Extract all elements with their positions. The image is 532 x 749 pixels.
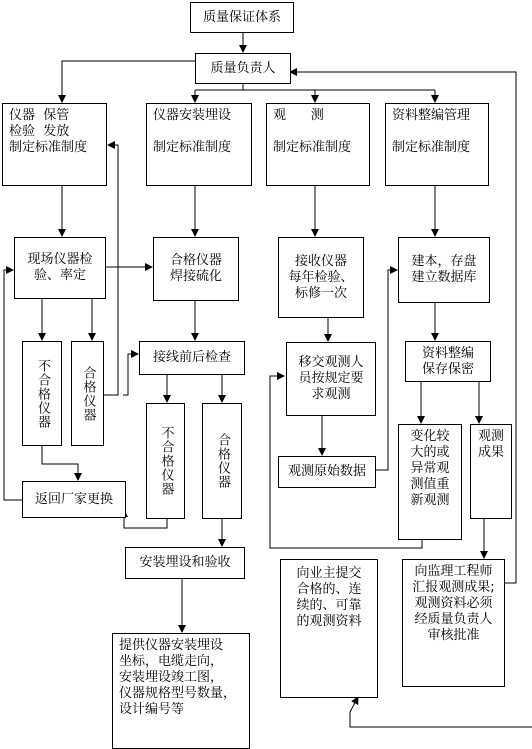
node-handover-staff: 移交观测人 员按规定要 求观测	[286, 342, 376, 416]
node-qualified-2: 合格仪器	[202, 403, 242, 519]
node-archive: 资料整编 保存保密	[405, 341, 491, 382]
node-observation-results: 观测成果	[470, 424, 512, 519]
arrow-feedback-manager	[350, 697, 532, 727]
node-provide-coords: 提供仪器安装埋设 坐标，电缆走向， 安装埋设竣工图， 仪器规格型号数量， 设计编号等	[112, 633, 250, 749]
node-return-factory: 返回厂家更换	[22, 481, 126, 518]
node-report-supervisor: 向监理工程师 汇报观测成果; 观测资料必须 经质量负责人 审核批准	[402, 559, 505, 687]
node-col4-header: 资料整编管理 制定标准制度	[385, 103, 489, 186]
node-unqualified-1: 不合格仪器	[22, 341, 62, 446]
arrow-return-calib	[4, 270, 22, 500]
arrow-raw-db	[376, 270, 397, 470]
node-raw-data: 观测原始数据	[278, 456, 376, 488]
node-quality-system: 质量保证体系	[190, 2, 294, 33]
node-submit-owner: 向业主提交 合格的、连 续的、可靠 的观测资料	[280, 559, 378, 698]
node-build-database: 建本，存盘 建立数据库	[398, 237, 490, 303]
node-large-change-reobserve: 变化较大的或异常观测值重新观测	[398, 424, 462, 540]
arrow-unq1-return	[42, 446, 78, 480]
node-col3-header: 观 测 制定标准制度	[266, 103, 370, 186]
node-wiring-check: 接线前后检查	[139, 341, 245, 375]
node-qualified-1: 合格仪器	[71, 341, 104, 446]
arrow-manager-col1	[62, 61, 198, 102]
node-receive-instruments: 接收仪器 每年检验、 标修一次	[278, 237, 364, 318]
node-field-calibration: 现场仪器检 验、率定	[14, 237, 106, 299]
node-quality-manager: 质量负责人	[195, 53, 291, 84]
node-install-accept: 安装埋设和验收	[125, 547, 245, 579]
arrow-q1-check	[123, 354, 138, 395]
node-col1-header: 仪器 保管 检验 发放 制定标准制度	[2, 103, 107, 186]
node-qualified-weld: 合格仪器 焊接硫化	[153, 237, 239, 301]
node-unqualified-2: 不合格仪器	[146, 403, 185, 519]
node-col2-header: 仪器安装埋设 制定标准制度	[146, 103, 252, 186]
